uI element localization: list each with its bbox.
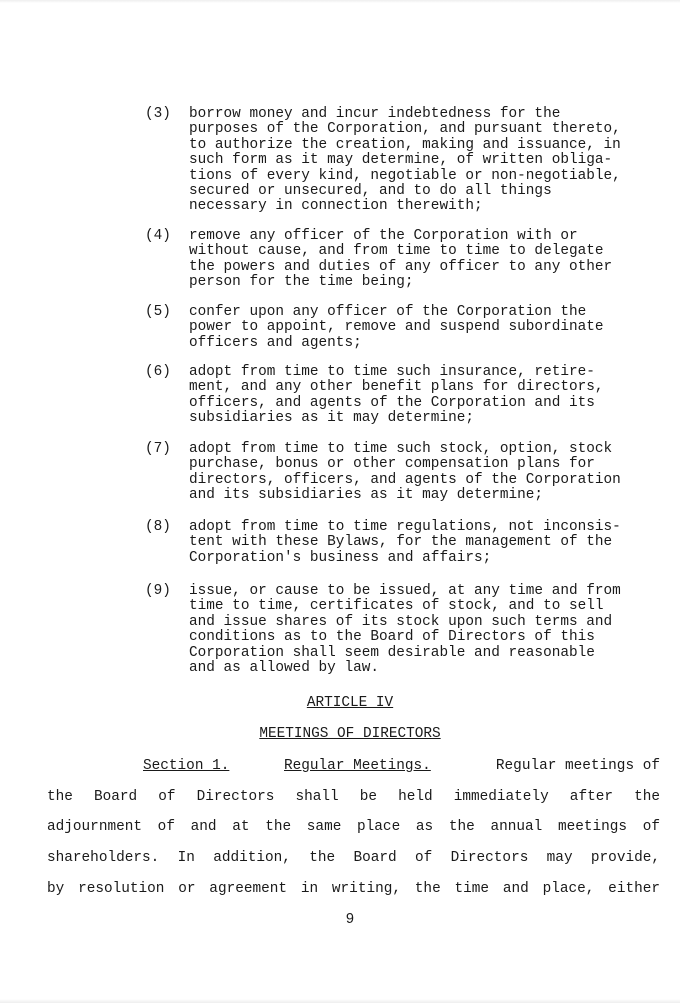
list-item-5 [145, 305, 660, 351]
list-item-4 [145, 229, 660, 291]
text-line: time to time, certificates of stock, and to sell [189, 598, 604, 615]
text-line: tions of every kind, negotiable or non-negotiable, [189, 167, 621, 184]
text-line: and issue shares of its stock upon such terms and [189, 613, 613, 630]
text-line: secured or unsecured, and to do all things [189, 183, 552, 200]
list-item-text [189, 107, 660, 215]
list-item-text [189, 365, 660, 427]
list-item-6 [145, 365, 660, 427]
list-item-text [189, 584, 660, 676]
list-item-number: (3) [145, 106, 171, 122]
list-item-number: (4) [145, 228, 171, 244]
text-line: person for the time being; [189, 274, 414, 291]
text-line: officers and agents; [189, 334, 362, 351]
text-line: purchase, bonus or other compensation plans for [189, 456, 595, 473]
text-line: such form as it may determine, of written obliga- [189, 152, 613, 169]
text-line: borrow money and incur indebtedness for the [189, 106, 561, 122]
text-line: and as allowed by law. [189, 660, 379, 677]
text-line: confer upon any officer of the Corporation the [189, 304, 587, 320]
list-item-number: (5) [145, 304, 171, 320]
article-number-heading: ARTICLE IV [306, 695, 394, 711]
scan-edge-top [0, 0, 680, 3]
text-line: without cause, and from time to time to delegate [189, 243, 604, 260]
list-item-number: (7) [145, 441, 171, 457]
list-item-8 [145, 520, 660, 566]
text-line: power to appoint, remove and suspend subordinate [189, 319, 604, 336]
text-line: Corporation's business and affairs; [189, 549, 492, 566]
text-line: adopt from time to time such insurance, retire- [189, 364, 595, 380]
text-line: officers, and agents of the Corporation and its [189, 394, 595, 411]
list-item-text [189, 442, 660, 504]
text-line: the powers and duties of any officer to any other [189, 258, 613, 275]
text-line: purposes of the Corporation, and pursuant thereto, [189, 121, 621, 138]
list-item-9 [145, 584, 660, 676]
section-title: Regular Meetings. [284, 758, 431, 774]
text-line: directors, officers, and agents of the Corporation [189, 471, 621, 488]
text-line: subsidiaries as it may determine; [189, 410, 474, 427]
article-title-heading: MEETINGS OF DIRECTORS [259, 726, 441, 742]
section-body-line: the Board of Directors shall be held immediately after the [47, 789, 660, 805]
section-body-line: by resolution or agreement in writing, the time and place, either [47, 881, 660, 897]
list-item-text [189, 305, 660, 351]
list-item-number: (6) [145, 364, 171, 380]
text-line: and its subsidiaries as it may determine; [189, 487, 544, 504]
text-line: remove any officer of the Corporation with or [189, 228, 578, 244]
list-item-3 [145, 107, 660, 215]
page-number: 9 [345, 912, 355, 928]
text-line: to authorize the creation, making and issuance, in [189, 136, 621, 153]
text-line: issue, or cause to be issued, at any time and from [189, 583, 621, 599]
text-line: necessary in connection therewith; [189, 198, 483, 215]
text-line: Corporation shall seem desirable and reasonable [189, 644, 595, 661]
text-line: adopt from time to time such stock, option, stock [189, 441, 613, 457]
text-line: tent with these Bylaws, for the management of the [189, 534, 613, 551]
list-item-text [189, 520, 660, 566]
list-item-7 [145, 442, 660, 504]
text-line: adopt from time to time regulations, not inconsis- [189, 519, 621, 535]
section-body-line: adjournment of and at the same place as the annual meetings of [47, 819, 660, 835]
scan-edge-bottom [0, 999, 680, 1003]
text-line: conditions as to the Board of Directors of this [189, 629, 595, 646]
section-first-line-text: Regular meetings of [495, 758, 660, 774]
list-item-text [189, 229, 660, 291]
section-body-line: shareholders. In addition, the Board of Directors may provide, [47, 850, 660, 866]
list-item-number: (8) [145, 519, 171, 535]
text-line: ment, and any other benefit plans for directors, [189, 379, 604, 396]
list-item-number: (9) [145, 583, 171, 599]
section-label: Section 1. [143, 758, 230, 774]
